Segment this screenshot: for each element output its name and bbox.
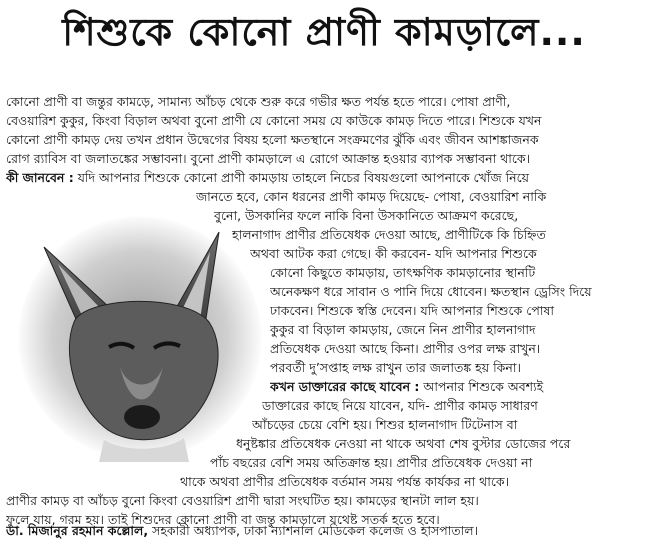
text-line-1: জানতে হবে, কোন ধরনের প্রাণী কামড় দিয়েছে- পোষা, বেওয়ারিশ নাকি: [196, 189, 547, 204]
text-line-9: প্রতিষেধক দেওয়া আছে কিনা। প্রাণীর ওপর লক্ষ রাখুন।: [270, 341, 541, 356]
closing-line-2: ফুলে যায়, গরম হয়। তাই শিশুদের কোনো প্রাণী বা জন্তু কামড়ালে যথেষ্ট সতর্ক হতে হবে।: [6, 512, 440, 527]
closing-line-1: প্রাণীর কামড় বা আঁচড় বুনো কিংবা বেওয়ারিশ প্রাণী দ্বারা সংঘটিত হয়। কামড়ের স্থানটা লাল হয়।: [6, 493, 479, 508]
dog-photo: [14, 212, 266, 464]
article-headline: শিশুকে কোনো প্রাণী কামড়ালে...: [62, 10, 586, 54]
text-line-12: আঁচড়ের চেয়ে বেশি হয়। শিশুর হালনাগাদ টিটেনাস বা: [252, 417, 518, 432]
text-line-3: হালনাগাদ প্রাণীর প্রতিষেধক দেওয়া আছে, প্রাণীটিকে কি চিহ্নিত: [232, 227, 546, 242]
what-to-know-label: কী জানবেন :: [6, 170, 74, 185]
text-line-2: বুনো, উসকানির ফলে নাকি বিনা উসকানিতে আক্রমণ করেছে,: [214, 208, 519, 223]
text-line-8: কুকুর বা বিড়াল কামড়ায়, জেনে নিন প্রাণীর হালনাগাদ: [270, 322, 536, 337]
text-line-5: কোনো কিছুতে কামড়ায়, তাৎক্ষণিক কামড়ানোর স্থানটি: [270, 265, 536, 280]
when-to-doctor-text: আপনার শিশুকে অবশ্যই: [423, 379, 544, 394]
what-to-know-line: [6, 168, 644, 187]
intro-line-4: রোগ র‌্যাবিস বা জলাতঙ্কের সম্ভাবনা। বুনো প্রাণী কামড়ালে এ রোগে আক্রান্ত হওয়ার ব্যাপক সম্ভাবনা থাকে।: [6, 151, 531, 166]
when-to-doctor-line: [270, 377, 644, 396]
author-name: ডা. মিজানুর রহমান কল্লোল,: [6, 523, 149, 538]
intro-line-1: কোনো প্রাণী বা জন্তুর কামড়ে, সামান্য আঁচড় থেকে শুরু করে গভীর ক্ষত পর্যন্ত হতে পারে। পোষা প্রাণী,: [6, 94, 511, 109]
text-line-13: ধনুষ্টঙ্কার প্রতিষেধক নেওয়া না থাকে অথবা শেষ বুস্টার ডোজের পরে: [236, 436, 571, 451]
what-to-know-text: যদি আপনার শিশুকে কোনো প্রাণী কামড়ায় তাহলে নিচের বিষয়গুলো আপনাকে খোঁজ নিয়ে: [77, 170, 530, 185]
when-to-doctor-label: কখন ডাক্তারের কাছে যাবেন :: [270, 379, 420, 394]
text-line-4: অথবা আটক করা গেছে। কী করবেন- যদি আপনার শিশুকে: [250, 246, 537, 261]
text-line-10: পরবর্তী দু’সপ্তাহ লক্ষ রাখুন তার জলাতঙ্ক হয় কিনা।: [270, 360, 521, 375]
text-line-14: পাঁচ বছরের বেশি সময় অতিক্রান্ত হয়। প্রাণীর প্রতিষেধক দেওয়া না: [210, 455, 533, 470]
text-line-6: অনেকক্ষণ ধরে সাবান ও পানি দিয়ে ধোবেন। ক্ষতস্থান ড্রেসিং দিয়ে: [270, 284, 592, 299]
author-title: সহকারী অধ্যাপক, ঢাকা ন্যাশনাল মেডিকেল কলেজ ও হাসপাতাল।: [152, 523, 479, 538]
intro-line-2: বেওয়ারিশ কুকুর, কিংবা বিড়াল অথবা বুনো প্রাণী যে কোনো সময় যে কাউকে কামড় দিতে পারে। শিশুকে যখন: [6, 113, 542, 128]
text-line-7: ঢাকবেন। শিশুকে স্বস্তি দেবেন। যদি আপনার শিশুকে পোষা: [270, 303, 554, 318]
text-line-11: ডাক্তারের কাছে নিয়ে যাবেন, যদি- প্রাণীর কামড় সাধারণ: [262, 398, 538, 413]
author-line: [6, 521, 644, 540]
text-line-15: থাকে অথবা প্রাণীর প্রতিষেধক বর্তমান সময় পর্যন্ত কার্যকর না থাকে।: [180, 474, 510, 489]
intro-line-3: কোনো প্রাণী কামড় দেয় তখন প্রধান উদ্বেগের বিষয় হলো ক্ষতস্থানে সংক্রমণের ঝুঁকি এবং জীবন আশঙ্কাজনক: [6, 132, 539, 147]
